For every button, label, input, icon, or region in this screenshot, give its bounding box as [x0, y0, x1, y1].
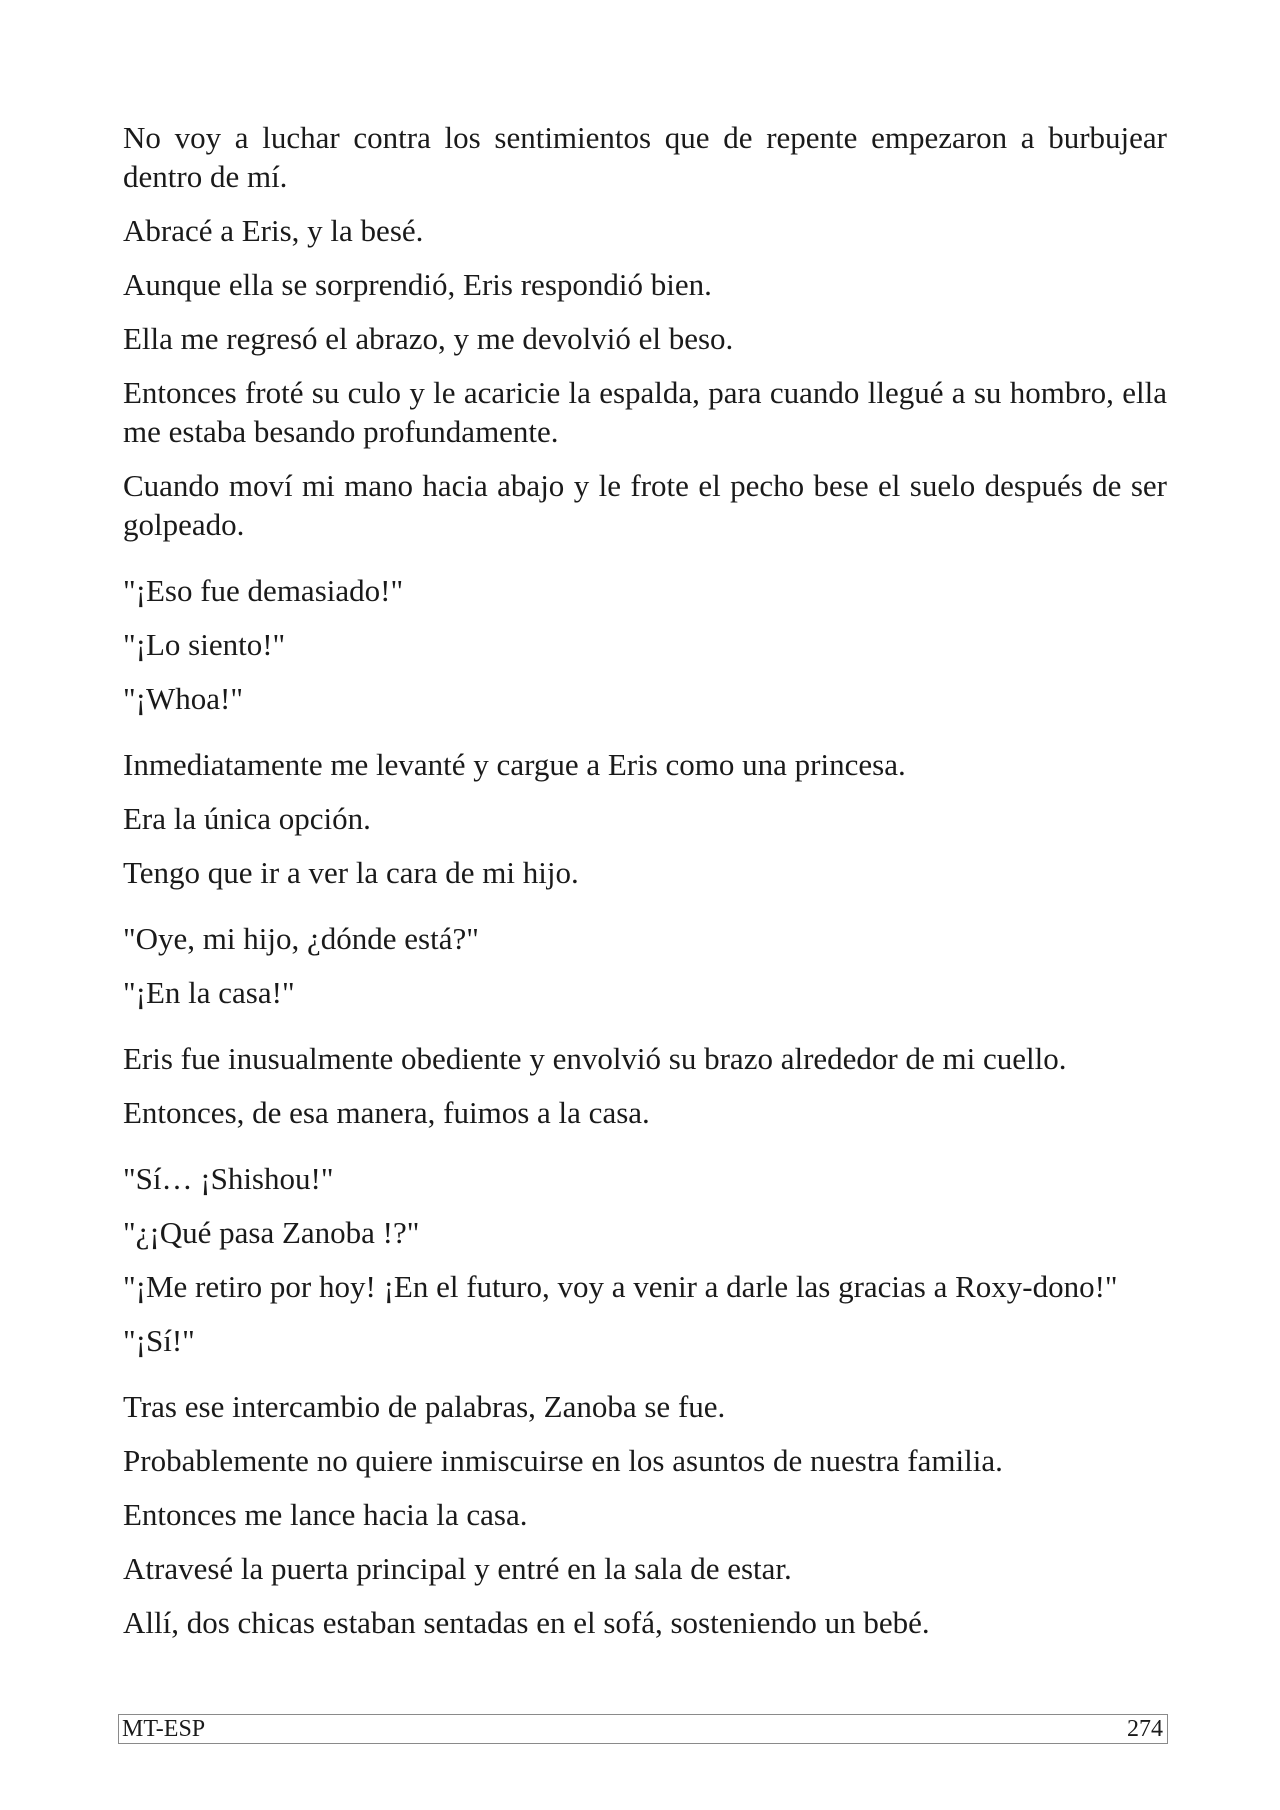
paragraph: Probablemente no quiere inmiscuirse en los asuntos de nuestra familia. [123, 1443, 1003, 1478]
dialogue-line: "¡Whoa!" [123, 681, 243, 716]
paragraph: Allí, dos chicas estaban sentadas en el sofá, sosteniendo un bebé. [123, 1605, 930, 1640]
dialogue-line: "¡Me retiro por hoy! ¡En el futuro, voy a venir a darle las gracias a Roxy-dono!" [123, 1269, 1118, 1304]
paragraph: Tras ese intercambio de palabras, Zanoba se fue. [123, 1389, 726, 1424]
paragraph: Aunque ella se sorprendió, Eris respondió bien. [123, 267, 712, 302]
paragraph: Eris fue inusualmente obediente y envolvió su brazo alrededor de mi cuello. [123, 1041, 1067, 1076]
dialogue-line: "¡Sí!" [123, 1323, 195, 1358]
paragraph: Entonces, de esa manera, fuimos a la casa. [123, 1095, 650, 1130]
dialogue-line: "¡En la casa!" [123, 975, 295, 1010]
paragraph: Cuando moví mi mano hacia abajo y le frote el pecho bese el suelo después de ser golpeado. [123, 468, 1167, 542]
paragraph: Inmediatamente me levanté y cargue a Eris como una princesa. [123, 747, 906, 782]
dialogue-line: "Oye, mi hijo, ¿dónde está?" [123, 921, 479, 956]
dialogue-line: "¡Eso fue demasiado!" [123, 573, 404, 608]
dialogue-line: "¡Lo siento!" [123, 627, 286, 662]
paragraph: Tengo que ir a ver la cara de mi hijo. [123, 855, 579, 890]
paragraph: Atravesé la puerta principal y entré en la sala de estar. [123, 1551, 792, 1586]
footer-label: MT-ESP [122, 1716, 206, 1742]
paragraph: Era la única opción. [123, 801, 371, 836]
page-footer [118, 1714, 1168, 1744]
paragraph: Entonces me lance hacia la casa. [123, 1497, 528, 1532]
dialogue-line: "¿¡Qué pasa Zanoba !?" [123, 1215, 420, 1250]
paragraph: Entonces froté su culo y le acaricie la espalda, para cuando llegué a su hombro, ella me estaba besando profundamente. [123, 375, 1167, 449]
paragraph: Ella me regresó el abrazo, y me devolvió el beso. [123, 321, 734, 356]
page-number: 274 [1127, 1716, 1163, 1742]
dialogue-line: "Sí… ¡Shishou!" [123, 1161, 334, 1196]
body-text [123, 118, 1167, 1657]
paragraph: No voy a luchar contra los sentimientos que de repente empezaron a burbujear dentro de mí. [123, 120, 1167, 194]
paragraph: Abracé a Eris, y la besé. [123, 213, 424, 248]
